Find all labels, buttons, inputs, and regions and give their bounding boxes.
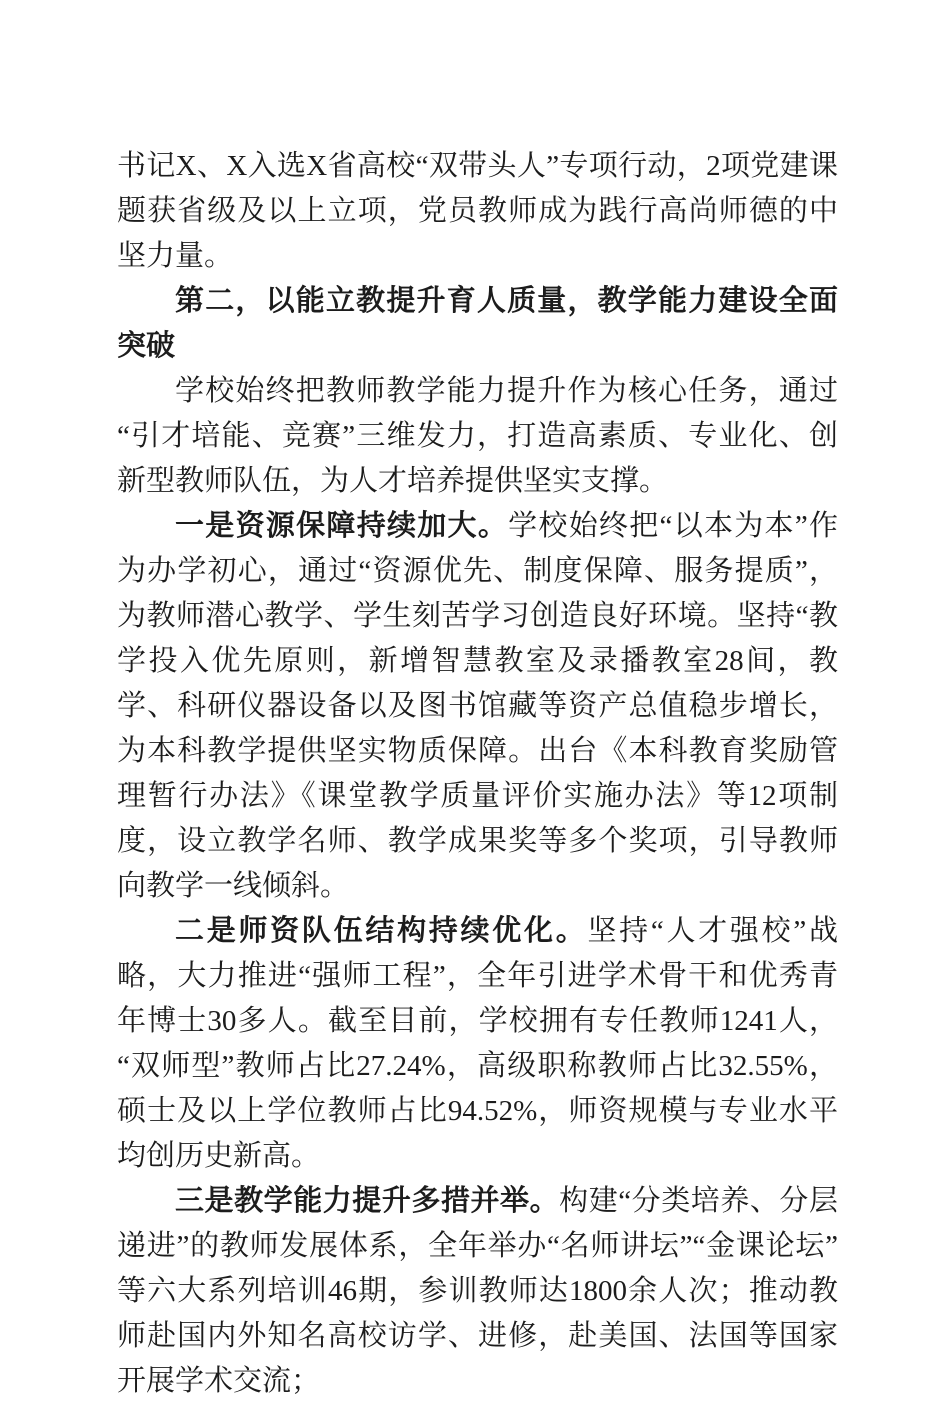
paragraph-bold-lead: 二是师资队伍结构持续优化。: [175, 915, 588, 947]
paragraph-bold-lead: 三是教学能力提升多措并举。: [175, 1185, 560, 1217]
section-heading: [117, 279, 838, 369]
paragraph-text: 学校始终把教师教学能力提升作为核心任务，通过“引才培能、竞赛”三维发力，打造高素质、专业化、创新型教师队伍，为人才培养提供坚实支撑。: [117, 375, 838, 497]
paragraph-bold-lead: 一是资源保障持续加大。: [175, 510, 509, 542]
paragraph: [117, 909, 838, 1179]
paragraph: [117, 1179, 838, 1404]
paragraph-text: 构建“分类培养、分层递进”的教师发展体系，全年举办“名师讲坛”“金课论坛”等六大系列培训46期，参训教师达1800余人次；推动教师赴国内外知名高校访学、进修，赴美国、法国等国家开展学术交流；: [117, 1185, 838, 1397]
paragraph: [117, 144, 838, 279]
paragraph-text: 书记X、X入选X省高校“双带头人”专项行动，2项党建课题获省级及以上立项，党员教师成为践行高尚师德的中坚力量。: [117, 150, 838, 272]
paragraph: [117, 369, 838, 504]
paragraph-text: 学校始终把“以本为本”作为办学初心，通过“资源优先、制度保障、服务提质”，为教师潜心教学、学生刻苦学习创造良好环境。坚持“教学投入优先原则，新增智慧教室及录播教室28间，教学、科研仪器设备以及图书馆藏等资产总值稳步增长，为本科教学提供坚实物质保障。出台《本科教育奖励管理暂行办法》《课堂教学质量评价实施办法》等12项制度，设立教学名师、教学成果奖等多个奖项，引导教师向教学一线倾斜。: [117, 510, 838, 902]
paragraph-text: 坚持“人才强校”战略，大力推进“强师工程”，全年引进学术骨干和优秀青年博士30多人。截至目前，学校拥有专任教师1241人，“双师型”教师占比27.24%，高级职称教师占比32.55%，硕士及以上学位教师占比94.52%，师资规模与专业水平均创历史新高。: [117, 915, 838, 1172]
heading-text: 第二，以能立教提升育人质量，教学能力建设全面突破: [117, 285, 838, 362]
document-body: [117, 144, 838, 1404]
paragraph: [117, 504, 838, 909]
